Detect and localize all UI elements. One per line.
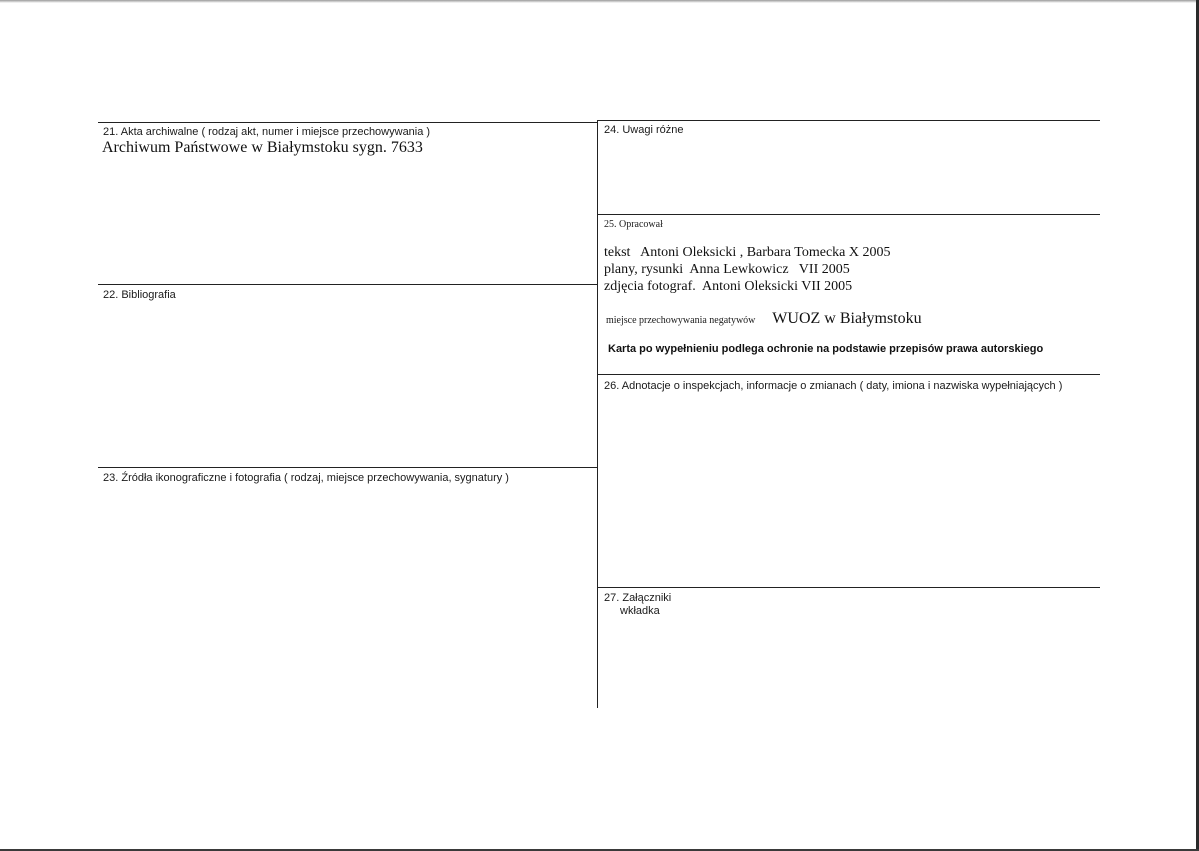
- field25-line-text: tekst Antoni Oleksicki , Barbara Tomecka X 2005: [604, 245, 891, 260]
- column-separator: [597, 120, 598, 708]
- divider-field26: [598, 374, 1100, 375]
- field21-value: Archiwum Państwowe w Białymstoku sygn. 7633: [102, 139, 423, 156]
- field22-label: 22. Bibliografia: [103, 289, 176, 301]
- copyright-note: Karta po wypełnieniu podlega ochronie na podstawie przepisów prawa autorskiego: [608, 343, 1044, 355]
- divider-field21: [98, 122, 598, 123]
- negatives-value: WUOZ w Białymstoku: [772, 310, 922, 327]
- field23-label: 23. Źródła ikonograficzne i fotografia ( rodzaj, miejsce przechowywania, sygnatury ): [103, 472, 509, 484]
- field27-label: 27. Załączniki: [604, 592, 672, 604]
- field25-label: 25. Opracował: [604, 219, 663, 230]
- field21-label: 21. Akta archiwalne ( rodzaj akt, numer i miejsce przechowywania ): [103, 126, 431, 138]
- field26-label: 26. Adnotacje o inspekcjach, informacje o zmianach ( daty, imiona i nazwiska wypełniających ): [604, 380, 1063, 392]
- field25-line-plans: plany, rysunki Anna Lewkowicz VII 2005: [604, 262, 850, 277]
- divider-field27: [598, 587, 1100, 588]
- field27-value: wkładka: [620, 605, 660, 617]
- field25-line-photos: zdjęcia fotograf. Antoni Oleksicki VII 2005: [604, 279, 853, 294]
- divider-field23: [98, 467, 598, 468]
- negatives-label: miejsce przechowywania negatywów: [606, 315, 756, 326]
- divider-field25: [598, 214, 1100, 215]
- divider-field24: [598, 120, 1100, 121]
- divider-field22: [98, 284, 598, 285]
- negatives-row: [606, 310, 922, 328]
- scan-edge-top: [0, 0, 1199, 3]
- field24-label: 24. Uwagi różne: [604, 124, 684, 136]
